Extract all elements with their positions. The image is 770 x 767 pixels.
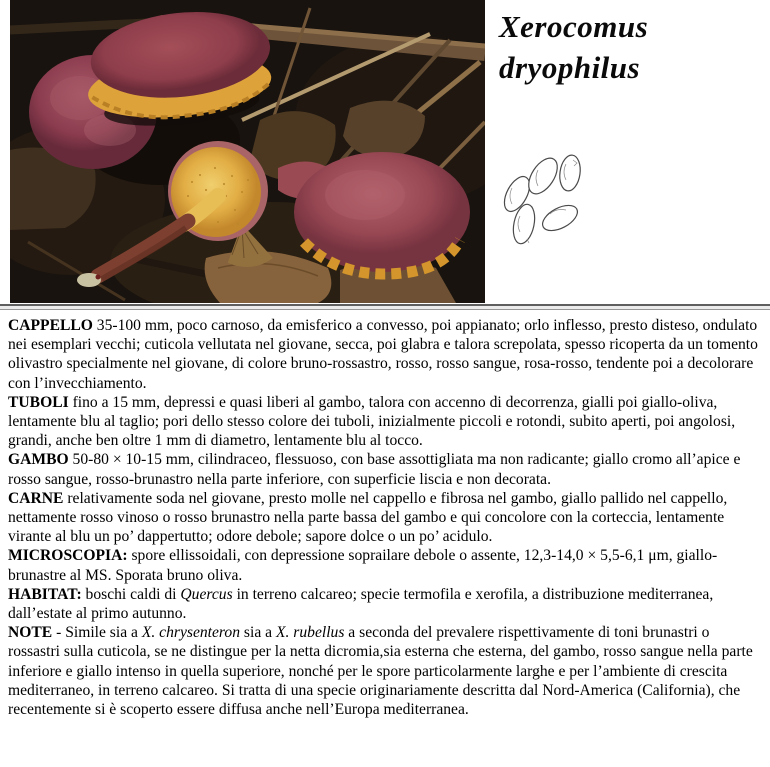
section-text: Quercus (180, 585, 233, 603)
section-label: HABITAT: (8, 585, 82, 603)
section-label: CAPPELLO (8, 317, 93, 334)
section-habitat (8, 585, 765, 623)
section-text: X. chrysenteron (141, 624, 241, 642)
section-text: 50-80 × 10-15 mm, cilindraceo, flessuoso, con base assottigliata ma non radicante; giallo cromo all’apice e rosso sangue, rosso-brunastro nella parte inferiore, con superficie liscia e non decorata. (8, 451, 741, 488)
section-carne (8, 489, 765, 547)
genus-name: Xerocomus (499, 9, 649, 44)
section-text: boschi caldi di (81, 585, 181, 603)
section-text: X. rubellus (275, 624, 345, 642)
section-divider (0, 304, 770, 310)
section-label: NOTE (8, 624, 53, 642)
section-gambo (8, 450, 765, 488)
species-title (499, 6, 648, 88)
section-text: 35-100 mm, poco carnoso, da emisferico a convesso, poi appianato; orlo inflesso, presto disteso, ondulato nei esemplari vecchi; cuticola vellutata nel giovane, secca, poi glabra e talora screpolata, spesso ricoperta da un tomento olivastro specialmente nel giovane, di colore bruno-rossastro, rosso, rosso sangue, rosa-rosso, tendente poi a decolorare con l’invecchiamento. (8, 317, 758, 392)
species-name: dryophilus (499, 50, 641, 85)
section-text: sia a (240, 624, 276, 642)
description-text (8, 316, 765, 719)
section-label: MICROSCOPIA: (8, 547, 128, 565)
section-label: TUBOLI (8, 393, 69, 411)
section-text: relativamente soda nel giovane, presto molle nel cappello e fibrosa nel gambo, giallo pallido nel cappello, nettamente rosso vinoso o rosso brunastro nella parte bassa del gambo e qui concolore con la corteccia, lentamente virante al blu un po’ dappertutto; odore debole; sapore dolce o un po’ acidulo. (8, 489, 728, 546)
section-text: spore ellissoidali, con depressione soprailare debole o assente, 12,3-14,0 × 5,5-6,1 μm, giallo-brunastre al MS. Sporata bruno oliva. (8, 547, 718, 584)
mushroom-photo (10, 0, 485, 303)
section-note (8, 623, 765, 719)
section-cappello (8, 316, 765, 393)
spore-drawings-icon (500, 152, 590, 246)
section-text: fino a 15 mm, depressi e quasi liberi al gambo, talora con accenno di decorrenza, gialli poi giallo-oliva, lentamente blu al taglio; pori dello stesso colore dei tuboli, inizialmente piccoli e rotondi, subito aperti, poi angolosi, grandi, anche ben oltre 1 mm di diametro, lentamente blu al tocco. (8, 393, 736, 450)
section-microscopia (8, 546, 765, 584)
section-text: - Simile sia a (52, 624, 142, 642)
section-text: in terreno calcareo; specie termofila e xerofila, a distribuzione mediterranea, dall’estate al primo autunno. (8, 585, 714, 623)
section-label: CARNE (8, 489, 64, 507)
section-label: GAMBO (8, 451, 69, 469)
section-tuboli (8, 393, 765, 451)
section-text: a seconda del prevalere rispettivamente di toni brunastri o rossastri sulla cuticola, se ne distingue per la netta dicromia,sia esterna che esterna, del gambo, rosso sangue nella parte inferiore e giallo intenso in quella superiore, nonché per le spore particolarmente larghe e per l’ambiente di crescita mediterraneo, in terreno calcareo. Si tratta di una specie originariamente descritta dal Nord-America (California), che recentemente si è scoperto essere diffusa anche nell’Europa mediterranea. (8, 624, 753, 719)
